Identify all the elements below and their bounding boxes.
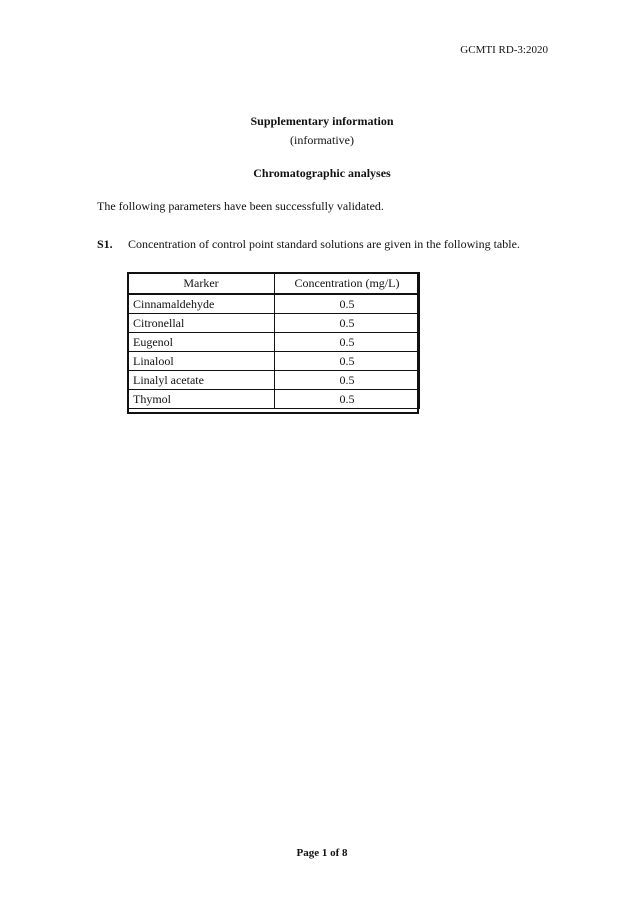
concentration-cell: 0.5 xyxy=(275,314,420,333)
document-reference: GCMTI RD-3:2020 xyxy=(460,44,548,56)
item-text: Concentration of control point standard solutions are given in the following table. xyxy=(128,237,520,251)
concentration-cell: 0.5 xyxy=(275,390,420,409)
marker-cell: Cinnamaldehyde xyxy=(128,294,275,314)
marker-cell: Linalyl acetate xyxy=(128,371,275,390)
table-row xyxy=(128,390,420,409)
table-header-row xyxy=(128,273,420,295)
table-row xyxy=(128,294,420,314)
section-subtitle: (informative) xyxy=(290,133,354,147)
marker-cell: Citronellal xyxy=(128,314,275,333)
column-header-marker: Marker xyxy=(128,273,275,295)
list-item xyxy=(97,237,520,252)
concentration-cell: 0.5 xyxy=(275,294,420,314)
marker-cell: Linalool xyxy=(128,352,275,371)
marker-cell: Eugenol xyxy=(128,333,275,352)
marker-cell: Thymol xyxy=(128,390,275,409)
concentration-cell: 0.5 xyxy=(275,371,420,390)
concentration-table xyxy=(127,272,420,409)
section-heading: Chromatographic analyses xyxy=(253,166,391,180)
column-header-concentration: Concentration (mg/L) xyxy=(275,273,420,295)
table-row xyxy=(128,352,420,371)
table-row xyxy=(128,314,420,333)
table-row xyxy=(128,333,420,352)
item-number: S1. xyxy=(97,237,113,251)
concentration-cell: 0.5 xyxy=(275,352,420,371)
concentration-cell: 0.5 xyxy=(275,333,420,352)
table-row xyxy=(128,371,420,390)
section-title: Supplementary information xyxy=(250,114,394,128)
page-number: Page 1 of 8 xyxy=(296,847,348,859)
intro-paragraph: The following parameters have been successfully validated. xyxy=(97,199,384,213)
